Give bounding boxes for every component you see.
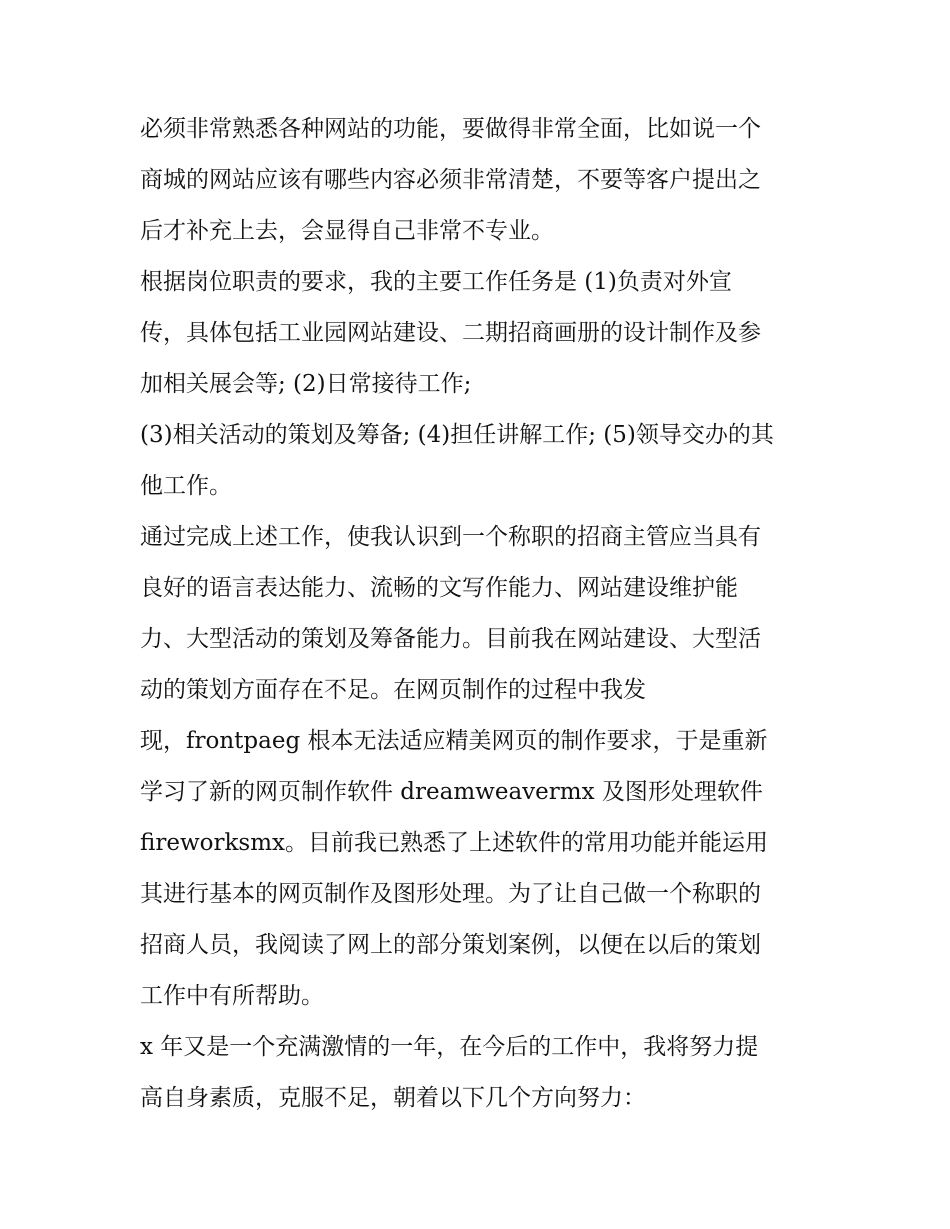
document-page	[140, 104, 820, 1124]
text-line: 现，frontpaeg 根本无法适应精美网页的制作要求，于是重新	[140, 728, 768, 754]
text-line: 力、大型活动的策划及筹备能力。目前我在网站建设、大型活	[140, 626, 761, 652]
text-line: 动的策划方面存在不足。在网页制作的过程中我发	[140, 677, 646, 703]
text-line: 商城的网站应该有哪些内容必须非常清楚，不要等客户提出之	[140, 167, 761, 193]
text-line: 良好的语言表达能力、流畅的文写作能力、网站建设维护能	[140, 575, 738, 601]
text-line: 后才补充上去，会显得自己非常不专业。	[140, 218, 554, 244]
text-line: 传，具体包括工业园网站建设、二期招商画册的设计制作及参	[140, 320, 761, 346]
text-line: x 年又是一个充满激情的一年，在今后的工作中，我将努力提	[140, 1034, 759, 1060]
text-line: 他工作。	[140, 473, 232, 499]
text-line: 必须非常熟悉各种网站的功能，要做得非常全面，比如说一个	[140, 116, 761, 142]
text-line: fireworksmx。目前我已熟悉了上述软件的常用功能并能运用	[140, 830, 768, 856]
text-line: 工作中有所帮助。	[140, 983, 324, 1009]
text-line: 学习了新的网页制作软件 dreamweavermx 及图形处理软件	[140, 779, 763, 805]
text-line: 通过完成上述工作，使我认识到一个称职的招商主管应当具有	[140, 524, 761, 550]
text-line: 根据岗位职责的要求，我的主要工作任务是 (1)负责对外宣	[140, 269, 732, 295]
text-line: 招商人员，我阅读了网上的部分策划案例，以便在以后的策划	[140, 932, 761, 958]
text-line: (3)相关活动的策划及筹备; (4)担任讲解工作; (5)领导交办的其	[140, 422, 774, 448]
text-line: 加相关展会等; (2)日常接待工作;	[140, 371, 472, 397]
text-line: 高自身素质，克服不足，朝着以下几个方向努力：	[140, 1085, 646, 1111]
text-line: 其进行基本的网页制作及图形处理。为了让自己做一个称职的	[140, 881, 761, 907]
